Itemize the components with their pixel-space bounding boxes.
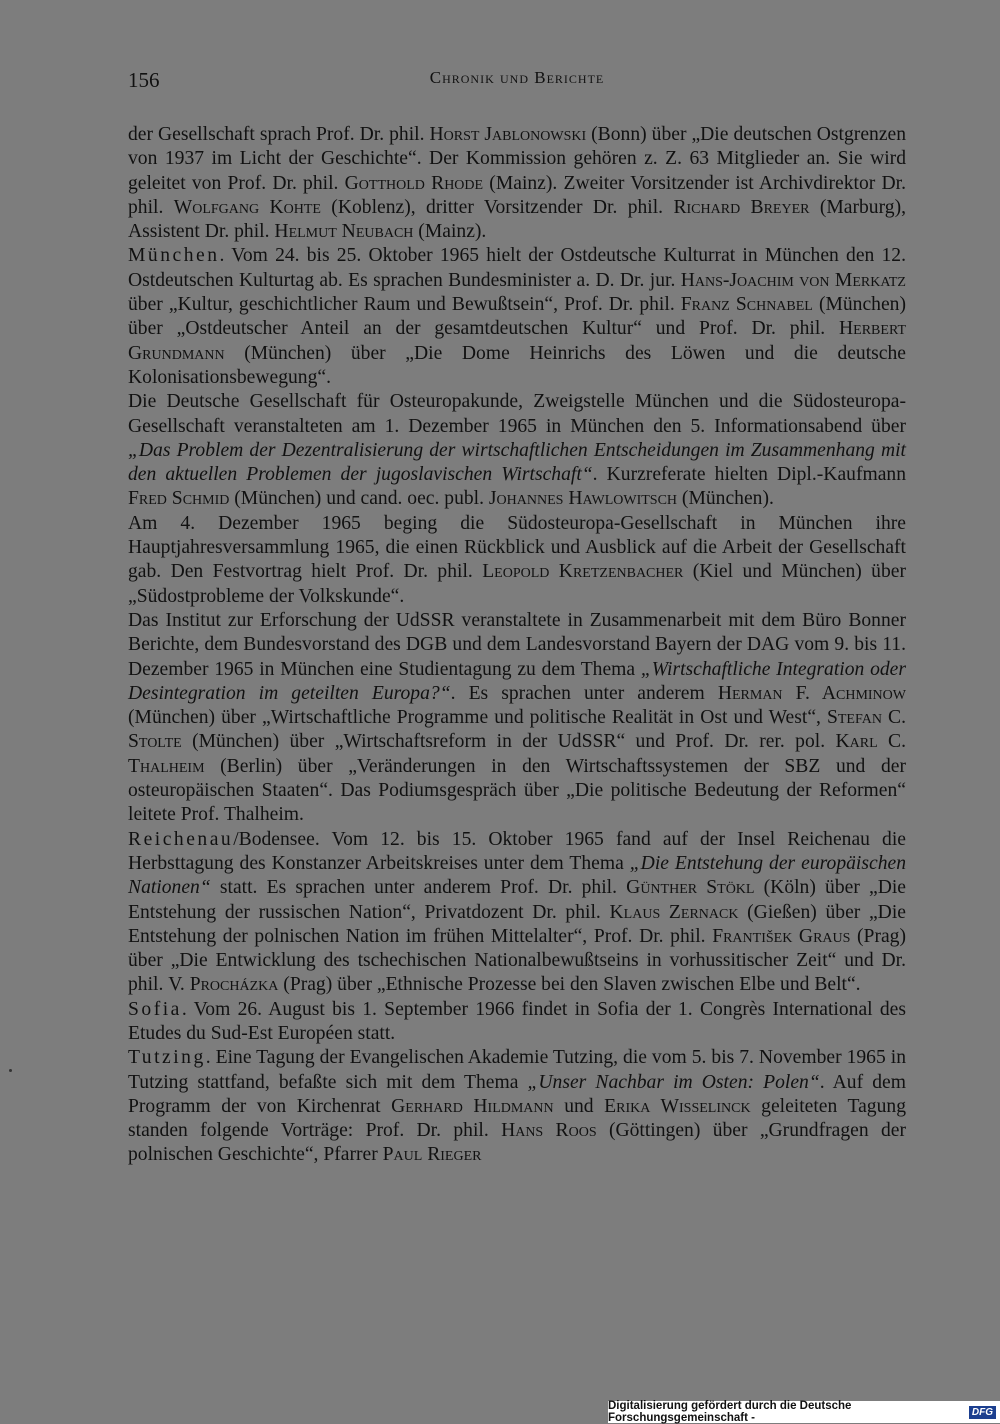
- person-name: Fred Schmid: [128, 488, 230, 510]
- text-run: (Berlin) über „Veränderungen in den Wirtschaftssystemen der SBZ und der osteuropäischen Staaten“. Das Podiumsgespräch über „Die politische Bedeutung der Reformen“ leitete Prof. Thalheim.: [128, 755, 906, 826]
- person-name: Stefan C. Stolte: [128, 707, 906, 753]
- place-heading: Sofia: [128, 998, 182, 1020]
- person-name: Franz Schnabel: [680, 294, 813, 316]
- person-name: Helmut Neubach: [274, 221, 414, 243]
- text-run: . Vom 26. August bis 1. September 1966 findet in Sofia der 1. Congrès International des Etudes du Sud-Est Européen statt.: [128, 998, 906, 1044]
- text-run: (München) über „Wirtschaftsreform in der UdSSR“ und Prof. Dr. rer. pol.: [181, 731, 836, 753]
- running-head: Chronik und Berichte: [429, 68, 605, 87]
- person-name: Erika Wisselinck: [604, 1095, 751, 1117]
- person-name: Herman F. Achminow: [717, 682, 906, 704]
- event-title: „Unser Nachbar im Osten: Polen“: [527, 1071, 820, 1093]
- text-run: (München) und cand. oec. publ.: [229, 488, 489, 510]
- text-run: . Auf dem Programm der von Kirchenrat: [128, 1071, 906, 1117]
- person-name: Wolfgang Kohte: [173, 196, 321, 218]
- text-run: (München).: [677, 488, 774, 510]
- person-name: Gerhard Hildmann: [391, 1095, 554, 1117]
- page-number: 156: [128, 68, 160, 92]
- paragraph: [128, 1046, 906, 1167]
- paragraph: [128, 609, 906, 828]
- text-run: (München) über „Ostdeutscher Anteil an der gesamtdeutschen Kultur“ und Prof. Dr. phil.: [128, 294, 906, 340]
- person-name: V. Procházka: [168, 974, 279, 996]
- person-name: Leopold Kretzenbacher: [482, 561, 684, 583]
- text-run: geleiteten Tagung standen folgende Vorträge: Prof. Dr. phil.: [128, 1095, 906, 1142]
- text-run: (München) über „Wirtschaftliche Programme und politische Realität in Ost und West“,: [128, 707, 827, 729]
- text-run: (Köln) über „Die Entstehung der russischen Nation“, Privatdozent Dr. phil.: [128, 877, 906, 923]
- place-heading: München: [128, 245, 220, 267]
- text-run: Die Deutsche Gesellschaft für Osteuropakunde, Zweigstelle München und die Südosteuropa-Gesellschaft veranstalteten am 1. Dezember 1965 in München den 5. Informationsabend über: [128, 391, 906, 437]
- paragraph: [128, 244, 906, 390]
- digitization-footer: [608, 1401, 1000, 1423]
- paragraph: [128, 123, 906, 244]
- text-run: (Prag) über „Ethnische Prozesse bei den Slaven zwischen Elbe und Belt“.: [278, 974, 861, 996]
- text-run: (Gießen) über „Die Entstehung der polnischen Nation im frühen Mittelalter“, Prof. Dr. phil.: [128, 901, 906, 947]
- place-heading: Reichenau: [128, 828, 234, 850]
- page-header: [128, 68, 906, 98]
- text-run: Das Institut zur Erforschung der UdSSR veranstaltete in Zusammenarbeit mit dem Büro Bonner Berichte, dem Bundesvorstand des DGB und dem Landesvorstand Bayern der DAG vom 9. bis 11. Dezember 1965 in München eine Studientagung zu dem Thema: [128, 609, 906, 680]
- person-name: Klaus Zernack: [609, 901, 739, 923]
- dfg-logo-icon: DFG: [969, 1406, 996, 1419]
- text-run: statt. Es sprachen unter anderem Prof. Dr. phil.: [210, 877, 627, 899]
- paragraph: [128, 512, 906, 609]
- person-name: František Graus: [712, 925, 851, 947]
- person-name: Gotthold Rhode: [344, 172, 484, 194]
- text-run: . Eine Tagung der Evangelischen Akademie Tutzing, die vom 5. bis 7. November 1965 in Tutzing stattfand, befaßte sich mit dem Thema: [128, 1047, 906, 1093]
- text-run: (Mainz).: [413, 221, 487, 243]
- person-name: Richard Breyer: [673, 196, 810, 218]
- body-text: [128, 123, 906, 1168]
- person-name: Johannes Hawlowitsch: [488, 488, 678, 510]
- text-run: und: [553, 1095, 605, 1117]
- person-name: Paul Rieger: [382, 1144, 482, 1166]
- scan-speck: [9, 1069, 12, 1072]
- text-run: . Vom 24. bis 25. Oktober 1965 hielt der Ostdeutsche Kulturrat in München den 12. Ostdeutschen Kulturtag ab. Es sprachen Bundesminister a. D. Dr. jur.: [128, 245, 906, 291]
- event-title: „Wirtschaftliche Integration oder Desintegration im geteilten Europa?“: [128, 658, 907, 704]
- text-run: (Prag) über „Die Entwicklung des tschechischen Nationalbewußtseins in vorhussitischer Zeit“ und Dr. phil.: [128, 925, 907, 996]
- text-run: (Marburg), Assistent Dr. phil.: [128, 196, 906, 243]
- text-run: (Mainz). Zweiter Vorsitzender ist Archivdirektor Dr. phil.: [128, 172, 906, 218]
- person-name: Horst Jablonowski: [429, 124, 587, 145]
- person-name: Günther Stökl: [626, 877, 755, 899]
- text-run: /Bodensee. Vom 12. bis 15. Oktober 1965 fand auf der Insel Reichenau die Herbsttagung des Konstanzer Arbeitskreises unter dem Thema: [128, 828, 906, 874]
- text-run: Am 4. Dezember 1965 beging die Südosteuropa-Gesellschaft in München ihre Hauptjahresversammlung 1965, die einen Rückblick und Ausblick auf die Arbeit der Gesellschaft gab. Den Festvortrag hielt Prof. Dr. phil.: [128, 512, 906, 583]
- paragraph: [128, 390, 906, 511]
- person-name: Karl C. Thalheim: [128, 731, 906, 777]
- event-title: „Das Problem der Dezentralisierung der wirtschaftlichen Entscheidungen im Zusammenhang mit den aktuellen Problemen der jugoslavischen Wirtschaft“: [128, 439, 906, 486]
- footer-text: Digitalisierung gefördert durch die Deutsche Forschungsgemeinschaft -: [608, 1400, 852, 1424]
- text-run: der Gesellschaft sprach Prof. Dr. phil.: [128, 124, 430, 145]
- paragraph: [128, 998, 906, 1047]
- person-name: Hans Roos: [501, 1120, 597, 1142]
- paragraph: [128, 828, 906, 998]
- text-run: (Koblenz), dritter Vorsitzender Dr. phil.: [320, 196, 674, 218]
- person-name: Hans-Joachim von Merkatz: [680, 269, 906, 291]
- text-run: über „Kultur, geschichtlicher Raum und Bewußtsein“, Prof. Dr. phil.: [128, 294, 681, 316]
- event-title: „Die Entstehung der europäischen Nationen“: [128, 852, 906, 899]
- text-run: . Es sprachen unter anderem: [450, 682, 718, 704]
- text-run: (Kiel und München) über „Südostprobleme der Volkskunde“.: [128, 561, 906, 607]
- text-run: . Kurzreferate hielten Dipl.-Kaufmann: [592, 464, 906, 486]
- text-run: (München) über „Die Dome Heinrichs des Löwen und die deutsche Kolonisationsbewegung“.: [128, 342, 906, 388]
- place-heading: Tutzing: [128, 1047, 206, 1069]
- text-run: (Göttingen) über „Grundfragen der polnischen Geschichte“, Pfarrer: [128, 1120, 906, 1166]
- text-run: (Bonn) über „Die deutschen Ostgrenzen von 1937 im Licht der Geschichte“. Der Kommission gehören z. Z. 63 Mitglieder an. Sie wird geleitet von Prof. Dr. phil.: [128, 124, 907, 194]
- person-name: Herbert Grundmann: [128, 318, 906, 364]
